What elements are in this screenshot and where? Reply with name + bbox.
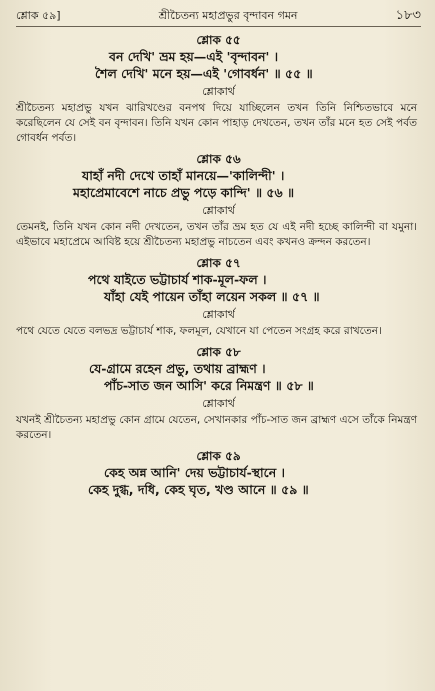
verse-heading: শ্লোক ৫৯ — [196, 449, 241, 463]
translation-text: যখনই শ্রীচৈতন্য মহাপ্রভু কোন গ্রামে যেতেন, সেখানকার পাঁচ-সাত জন ব্রাহ্মণ এসে তাঁকে নিমন্ত্রণ করতেন। — [16, 414, 417, 441]
translation-heading: শ্লোকার্থ — [202, 397, 235, 410]
translation-text: তেমনই, তিনি যখন কোন নদী দেখতেন, তখন তাঁর ভ্রম হত যে এই নদী হচ্ছে কালিন্দী বা যমুনা। এইভাবে মহাপ্রেমে আবিষ্ট হয়ে শ্রীচৈতন্য মহাপ্রভু নাচতেন এবং কখনও ক্রন্দন করতেন। — [16, 221, 417, 248]
verse-section-55 — [16, 32, 421, 146]
translation-text: পথে যেতে যেতে বলভদ্র ভট্টাচার্য শাক, ফলমূল, যেখানে যা পেতেন সংগ্রহ করে রাখতেন। — [16, 325, 382, 337]
verse-heading: শ্লোক ৫৭ — [196, 256, 241, 270]
verse-line: যাহাঁ নদী দেখে তাহাঁ মানয়ে—'কালিন্দী' । — [82, 168, 285, 183]
verse-line: পথে যাইতে ভট্টাচার্য শাক-মূল-ফল । — [88, 272, 267, 287]
verse-heading: শ্লোক ৫৮ — [196, 345, 241, 359]
page-number: ১৮৩ — [395, 8, 421, 23]
verse-line: মহাপ্রেমাবেশে নাচে প্রভু পড়ে কান্দি' ॥ ৫৬ ॥ — [73, 185, 295, 200]
verse-heading: শ্লোক ৫৬ — [196, 152, 241, 166]
running-header — [16, 6, 421, 27]
verse-line: যে-গ্রামে রহেন প্রভু, তথায় ব্রাহ্মণ । — [89, 361, 266, 376]
translation-text: শ্রীচৈতন্য মহাপ্রভু যখন ঝারিখণ্ডের বনপথ দিয়ে যাচ্ছিলেন তখন তিনি নিশ্চিতভাবে মনে করেছিলেন যে সেই বন বৃন্দাবন। তিনি যখন কোন পাহাড় দেখতেন, তখন তাঁর মনে হত সেই পর্বত গোবর্ধন পর্বত। — [16, 102, 417, 144]
header-chapter-title: শ্রীচৈতন্য মহাপ্রভুর বৃন্দাবন গমন — [158, 9, 298, 22]
verse-section-56 — [16, 151, 421, 250]
verse-line: পাঁচ-সাত জন আসি' করে নিমন্ত্রণ ॥ ৫৮ ॥ — [104, 378, 314, 393]
verse-line: যাঁহা যেই পায়েন তাঁহা লয়েন সকল ॥ ৫৭ ॥ — [104, 289, 320, 304]
verse-section-58 — [16, 344, 421, 443]
verse-line: বন দেখি' ভ্রম হয়—এই 'বৃন্দাবন' । — [109, 49, 279, 64]
translation-heading: শ্লোকার্থ — [202, 85, 235, 98]
translation-heading: শ্লোকার্থ — [202, 204, 235, 217]
verse-section-59 — [16, 448, 421, 498]
verse-section-57 — [16, 255, 421, 339]
verse-line: কেহ দুগ্ধ, দধি, কেহ ঘৃত, খণ্ড আনে ॥ ৫৯ ॥ — [88, 482, 309, 497]
translation-heading: শ্লোকার্থ — [202, 308, 235, 321]
header-verse-range: শ্লোক ৫৯] — [16, 9, 61, 22]
verse-line: শৈল দেখি' মনে হয়—এই 'গোবর্ধন' ॥ ৫৫ ॥ — [95, 66, 313, 81]
verse-heading: শ্লোক ৫৫ — [196, 33, 241, 47]
verse-line: কেহ অন্ন আনি' দেয় ভট্টাচার্য-স্থানে । — [104, 465, 285, 480]
